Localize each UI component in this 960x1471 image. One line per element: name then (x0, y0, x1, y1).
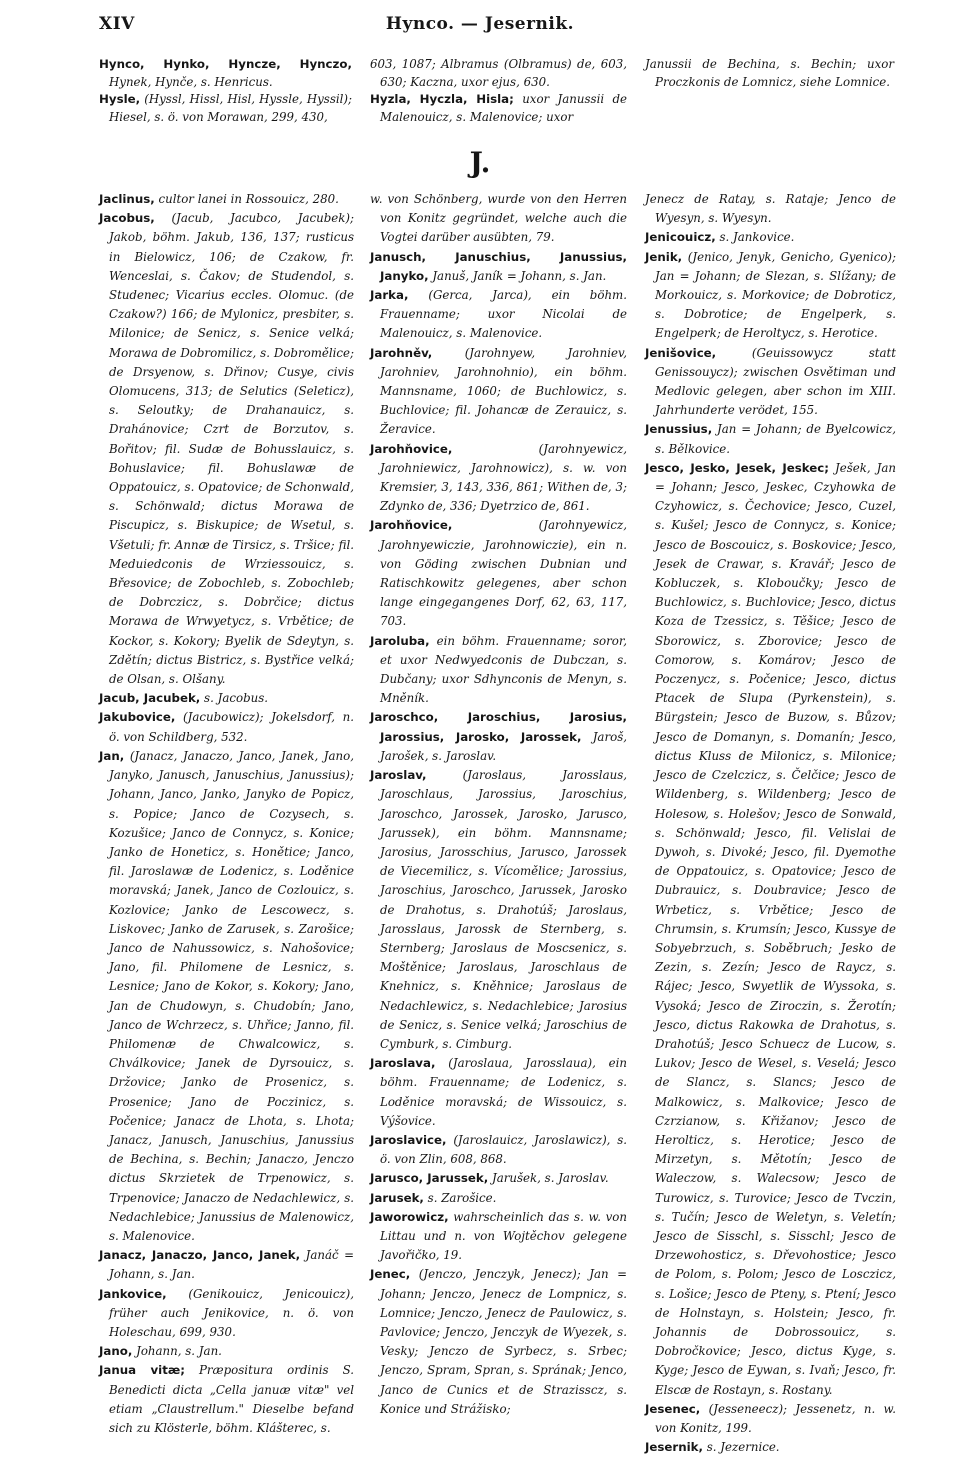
dictionary-entry (370, 516, 627, 631)
entry-headword: Jano, (99, 1344, 133, 1359)
dictionary-entry (99, 190, 354, 209)
main-column-left (99, 190, 354, 1438)
dictionary-entry (645, 228, 896, 247)
dictionary-entry (645, 248, 896, 344)
entry-text: (Jenico, Jenyk, Genicho, Gyenico); Jan = Johann; de Slezan, s. Slížany; de Morkouicz, s. Morkovice; de Dobroticz, s. Dobrotice; de Engelperk, s. Engelperk; de Heroltycz, s. Herotice. (655, 249, 896, 341)
entry-text: (Janacz, Janaczo, Janco, Janek, Jano, Janyko, Janusch, Januschius, Janussius); Johann, Janco, Janko, Janyko de Popicz, s. Popice; Janco de Cozysech, s. Kozušice; Janco de Connycz, s. Konice; Janko de Honeticz, s. Honětice; Janco, fil. Jaroslawæ de Lodenicz, s. Loděnice moravská; Janek, Janco de Cozlouicz, s. Kozlovice; Janko de Lescowecz, s. Liskovec; Janko de Zarusek, s. Zarošice; Janco de Nahussowicz, s. Nahošovice; Jano, fil. Philomene de Lesnicz, s. Lesnice; Jano de Kokor, s. Kokory; Jano, Jan de Chudowyn, s. Chudobín; Jano, Janco de Wchrzecz, s. Uhřice; Janno, fil. Philomenæ de Chwalcowicz, s. Chválkovice; Janek de Dyrsouicz, s. Držovice; Janko de Prosenicz, s. Prosenice; Jano de Poczinicz, s. Počenice; Janacz de Lhota, s. Lhota; Janacz, Janusch, Januschius, Janussius de Bechina, s. Bechin; Janaczo, Jenczo dictus Skrzietek de Trpenowicz, s. Trpenovice; Janaczo de Nedachlewicz, s. Nedachlebice; Janussius de Malenowicz, s. Malenovice. (109, 748, 355, 1243)
entry-text: (Jarohnyew, Jarohniev, Jarohniev, Jarohnohnio), ein böhm. Mannsname, 1060; de Buchlowicz, s. Buchlovice; fil. Johancæ de Zerauicz, s. Žeravice. (380, 345, 627, 437)
dictionary-entry (370, 190, 627, 248)
entry-headword: Jan, (99, 748, 125, 763)
entry-headword: Janacz, Janaczo, Janco, Janek, (99, 1248, 301, 1263)
entry-headword: Jarohněv, (370, 345, 433, 360)
entry-text: (Jaroslaus, Jarosslaus, Jaroschlaus, Jarossius, Jaroschius, Jaroschco, Jarossek, Jarosko, Jarusco, Jarussek), ein böhm. Mannsname; Jarosius, Jarosschius, Jarusco, Jarossek de Viecemilicz, s. Vícomělice; Jarossius, Jaroschius, Jaroschco, Jarussek, Jarosko de Drahotus, s. Drahotúš; Jaroslaus, Jarosslaus, Jarossk de Sternberg, s. Sternberg; Jaroslaus de Moscsenicz, s. Moštěnice; Jaroslaus, Jaroschlaus de Knehnicz, s. Kněhnice; Jaroslaus de Nedachlewicz, s. Nedachlebice; Jarosius de Senicz, s. Senice velká; Jaroschius de Cymburk, s. Cimburg. (380, 768, 628, 1051)
main-column-right (645, 190, 896, 1457)
entry-text: (Jarohnyewicz, Jarohnyewiczie, Jarohnowiczie), ein n. von Göding zwischen Dubnian und Ratischkowitz gelegenes, aber schon lange eingegangenes Dorf, 62, 63, 117, 703. (380, 518, 627, 629)
dictionary-entry (370, 56, 627, 91)
entry-headword: Jarka, (370, 288, 409, 303)
top-column-left (99, 56, 352, 126)
entry-text: (Jaroslauicz, Jaroslawicz), s. ö. von Zlin, 608, 868. (380, 1132, 628, 1167)
entry-headword: Jenicouicz, (645, 230, 716, 245)
dictionary-entry (645, 56, 894, 91)
entry-headword: Jaroschco, Jaroschius, Jarosius, Jarossius, Jarosko, Jarossek, (370, 710, 627, 744)
entry-headword: Jaclinus, (99, 192, 155, 206)
entry-text: (Gerca, Jarca), ein böhm. Frauenname; uxor Nicolai de Malenouicz, s. Malenovice. (380, 288, 627, 341)
dictionary-entry (370, 708, 627, 766)
entry-text: (Hyssl, Hissl, Hisl, Hyssle, Hyssil); Hiesel, s. ö. von Morawan, 299, 430, (109, 92, 352, 124)
entry-text: s. Zarošice. (427, 1190, 497, 1205)
dictionary-entry (99, 56, 352, 91)
top-column-center (370, 56, 627, 126)
dictionary-entry (370, 1054, 627, 1131)
entry-text: Johann, s. Jan. (136, 1344, 222, 1359)
entry-headword: Jenik, (645, 249, 683, 264)
entry-headword: Jarusco, Jarussek, (370, 1171, 489, 1186)
entry-text: Jan = Johann; de Byelcowicz, s. Bělkovice. (655, 422, 897, 456)
entry-text: (Jacub, Jacubco, Jacubek); Jakob, böhm. Jakub, 136, 137; rusticus in Bielowicz, 106; de Czakow, fr. Wenceslai, s. Čakov; de Studendol, s. Studenec; Vicarius eccles. Olomuc. (de Czakow?) 166; de Mylonicz, presbiter, s. Milonice; de Senicz, s. Senice velká; Morawa de Dobromilicz, s. Dobromělice; de Drsyenow, s. Dřinov; Cusye, civis Olomucens, 313; de Selutics (Seleticz), s. Seloutky; de Drahanauicz, s. Drahánovice; Czrt de Borzutov, s. Bořitov; fil. Sudæ de Bohusslauicz, s. Bohuslavice; fil. Bohuslawæ de Oppatouicz, s. Opatovice; de Schonwald, s. Schönwald; dictus Morawa de Piscupicz, s. Biskupice; de Wsetul, s. Všetuli; fr. Annæ de Tirsicz, s. Tršice; fil. Meduiedconis de Wrziessouicz, s. Břesovice; de Zobochleb, s. Zobochleb; de Dobrczicz, s. Dobrčice; dictus Morawa de Wrwyetycz, s. Vrbětice; de Kockor, s. Kokory; Byelik de Sdeytyn, s. Zdětín; dictus Bistricz, s. Bystřice velká; de Olsan, s. Olšany. (109, 211, 355, 687)
dictionary-entry (99, 91, 352, 126)
dictionary-entry (370, 344, 627, 440)
dictionary-entry (99, 708, 354, 746)
dictionary-entry (370, 91, 627, 126)
entry-headword: Jaroslavice, (370, 1132, 447, 1147)
dictionary-entry (370, 440, 627, 517)
entry-text: uxor Janussii de Malenouicz, s. Malenovice; uxor (380, 92, 628, 124)
dictionary-entry (370, 1208, 627, 1266)
main-column-center (370, 190, 627, 1419)
dictionary-entry (370, 248, 627, 286)
dictionary-entry (645, 459, 896, 1400)
entry-text: Præpositura ordinis S. Benedicti dicta „Cella januæ vitæ" vel etiam „Claustrellum." Dieselbe befand sich zu Klösterle, böhm. Klášterec, s. (109, 1363, 355, 1435)
entry-headword: Jacub, Jacubek, (99, 691, 201, 706)
top-column-right (645, 56, 894, 91)
dictionary-entry (370, 1131, 627, 1169)
entry-headword: Jesco, Jesko, Jesek, Jeskec; (645, 460, 829, 475)
entry-headword: Jarusek, (370, 1190, 424, 1205)
entry-headword: Jaroluba, (370, 633, 430, 648)
entry-headword: Jarohňovice, (370, 441, 453, 456)
entry-headword: Jesenec, (645, 1401, 701, 1416)
entry-text: wahrscheinlich das s. w. von Littau und n. von Wojtěchov gelegene Javořičko, 19. (380, 1209, 628, 1263)
dictionary-entry (370, 286, 627, 344)
dictionary-entry (99, 1285, 354, 1343)
entry-text: Jenecz de Ratay, s. Rataje; Jenco de Wyesyn, s. Wyesyn. (645, 192, 896, 226)
dictionary-entry (645, 190, 896, 228)
dictionary-entry (370, 1189, 627, 1208)
entry-headword: Jarohňovice, (370, 518, 453, 533)
entry-headword: Jenussius, (645, 422, 713, 437)
entry-text: s. Jacobus. (204, 691, 269, 706)
entry-headword: Jankovice, (99, 1286, 167, 1301)
entry-headword: Jaworowicz, (370, 1209, 449, 1224)
entry-text: w. von Schönberg, wurde von den Herren von Konitz gegründet, welche auch die Vogtei darüber ausübten, 79. (370, 192, 627, 245)
entry-text: Janussii de Bechina, s. Bechin; uxor Proczkonis de Lomnicz, siehe Lomnice. (645, 57, 894, 89)
dictionary-entry (370, 1169, 627, 1188)
dictionary-entry (370, 1265, 627, 1419)
entry-headword: Jaroslav, (370, 768, 427, 783)
dictionary-entry (99, 689, 354, 708)
dictionary-entry (645, 1400, 896, 1438)
entry-text: Jarušek, s. Jaroslav. (491, 1171, 609, 1186)
entry-text: s. Jankovice. (719, 230, 795, 245)
entry-text: ein böhm. Frauenname; soror, et uxor Nedwyedconis de Dubczan, s. Dubčany; uxor Sdhynconis de Menyn, s. Mněník. (380, 633, 627, 706)
dictionary-entry (645, 344, 896, 421)
dictionary-entry (99, 1342, 354, 1361)
dictionary-entry (370, 632, 627, 709)
dictionary-entry (370, 766, 627, 1054)
entry-headword: Hyzla, Hyczla, Hisla; (370, 92, 514, 107)
page-number: XIV (99, 14, 135, 34)
entry-headword: Jacobus, (99, 211, 155, 226)
dictionary-entry (645, 420, 896, 458)
entry-text: 603, 1087; Albramus (Olbramus) de, 603, 630; Kaczna, uxor ejus, 630. (370, 57, 627, 89)
page-title: Hynco. — Jesernik. (385, 14, 575, 34)
entry-text: (Jenczo, Jenczyk, Jenecz); Jan = Johann; Jenczo, Jenecz de Lompnicz, s. Lomnice; Jenczo, Jenecz de Paulowicz, s. Pavlovice; Jenczo, Jenczyk de Wyezek, s. Vesky; Jenczo de Syrbecz, s. Srbec; Jenczo, Spram, Spran, s. Sprának; Jenco, Janco de Cunics et de Strazisscz, s. Konice und Strážisko; (380, 1267, 628, 1416)
entry-text: Hynek, Hynče, s. Henricus. (109, 74, 273, 89)
entry-text: (Jesseneecz); Jessenetz, n. w. von Konitz, 199. (655, 1401, 897, 1435)
entry-text: (Genikouicz, Jenicouicz), früher auch Jenikovice, n. ö. von Holeschau, 699, 930. (109, 1286, 354, 1339)
dictionary-entry (99, 1361, 354, 1438)
entry-headword: Jaroslava, (370, 1056, 436, 1071)
entry-headword: Hysle, (99, 92, 141, 107)
dictionary-entry (99, 209, 354, 689)
dictionary-entry (99, 747, 354, 1246)
entry-text: Jaroš, Jarošek, s. Jaroslav. (380, 729, 627, 763)
dictionary-entry (99, 1246, 354, 1284)
entry-headword: Jenec, (370, 1267, 411, 1282)
entry-text: (Jaroslaua, Jarosslaua), ein böhm. Frauenname; de Lodenicz, s. Loděnice moravská; de Wissouicz, s. Výšovice. (380, 1056, 628, 1128)
entry-text: cultor lanei in Rossouicz, 280. (158, 192, 339, 206)
entry-text: Januš, Janík = Johann, s. Jan. (432, 268, 607, 283)
section-letter: J. (469, 146, 491, 179)
entry-headword: Hynco, Hynko, Hyncze, Hynczo, (99, 57, 352, 71)
entry-headword: Janua vitæ; (99, 1363, 185, 1378)
entry-text: Janáč = Johann, s. Jan. (109, 1248, 354, 1282)
entry-headword: Jenišovice, (645, 345, 717, 360)
entry-headword: Jakubovice, (99, 710, 176, 725)
entry-text: s. Jezernice. (706, 1440, 780, 1455)
entry-text: Ješek, Jan = Johann; Jesco, Jeskec, Czyhowka de Czyhowicz, s. Čechovice; Jesco, Cuzel, s. Kušel; Jesco de Connycz, s. Konice; Jesco de Boscouicz, s. Boskovice; Jesco, Jesek de Crawar, s. Kravář; Jesco de Kobluczek, s. Kloboučky; Jesco de Buchlowicz, s. Buchlovice; Jesco, dictus Koza de Tzessicz, s. Těšice; Jesco de Sborowicz, s. Zborovice; Jesco de Comorow, s. Komárov; Jesco de Poczenycz, s. Počenice; Jesco, dictus Ptacek de Slupa (Pyrkenstein), s. Bürgstein; Jesco de Buzow, s. Bůzov; Jesco de Domanyn, s. Domanín; Jesco, dictus Kluss de Milonicz, s. Milonice; Jesco de Czelczicz, s. Čelčice; Jesco de Wildenberg, s. Wildenberg; Jesco de Holesow, s. Holešov; Jesco de Sonwald, s. Schönwald; Jesco, fil. Velislai de Dywoh, s. Divoké; Jesco, fil. Dyemothe de Oppatouicz, s. Opatovice; Jesco de Dubrauicz, s. Doubravice; Jesco de Wrbeticz, s. Vrbětice; Jesco de Chrumsin, s. Krumsín; Jesco, Kussye de Sobyebrzuch, s. Soběbruch; Jesko de Zezin, s. Zezín; Jesco de Raycz, s. Rájec; Jesco, Swyetlik de Wyssoka, s. Vysoká; Jesco de Ziroczin, s. Žerotín; Jesco, dictus Rakowka de Drahotus, s. Drahotúš; Jesco Schuecz de Lucow, s. Lukov; Jesco de Wesel, s. Veselá; Jesco de Slancz, s. Slancs; Jesco de Malkowicz, s. Malkovice; Jesco de Czrzianow, s. Křižanov; Jesco de Herolticz, s. Herotice; Jesco de Mirzetyn, s. Mětotín; Jesco de Waleczow, s. Walecsow; Jesco de Turowicz, s. Turovice; Jesco de Tvczin, s. Tučín; Jesco de Weletyn, s. Veletín; Jesco de Sisschl, s. Sisschl; Jesco de Drzewohosticz, s. Dřevohostice; Jesco de Polom, s. Polom; Jesco de Losczicz, s. Lošice; Jesco de Pteny, s. Ptení; Jesco de Holnstayn, s. Holstein; Jesco, fr. Johannis de Dobrossouicz, s. Dobročkovice; Jesco, dictus Kyge, s. Kyge; Jesco de Eywan, s. Ivaň; Jesco, fr. Elscæ de Rostayn, s. Rostany. (655, 460, 896, 1397)
dictionary-entry (645, 1438, 896, 1457)
entry-text: (Geuissowycz statt Genissouycz); zwischen Osvětiman und Medlovic gelegen, aber schon im XIII. Jahrhunderte verödet, 155. (655, 345, 896, 418)
entry-text: (Jarohnyewicz, Jarohniewicz, Jarohnowicz), s. w. von Kremsier, 3, 143, 336, 861; Withen de, 3; Zdynko de, 336; Dyetrzico de, 861. (380, 441, 627, 514)
entry-text: (Jacubowicz); Jokelsdorf, n. ö. von Schildberg, 532. (109, 710, 354, 744)
entry-headword: Jesernik, (645, 1440, 703, 1455)
entry-headword: Janusch, Januschius, Janussius, Janyko, (370, 249, 627, 283)
